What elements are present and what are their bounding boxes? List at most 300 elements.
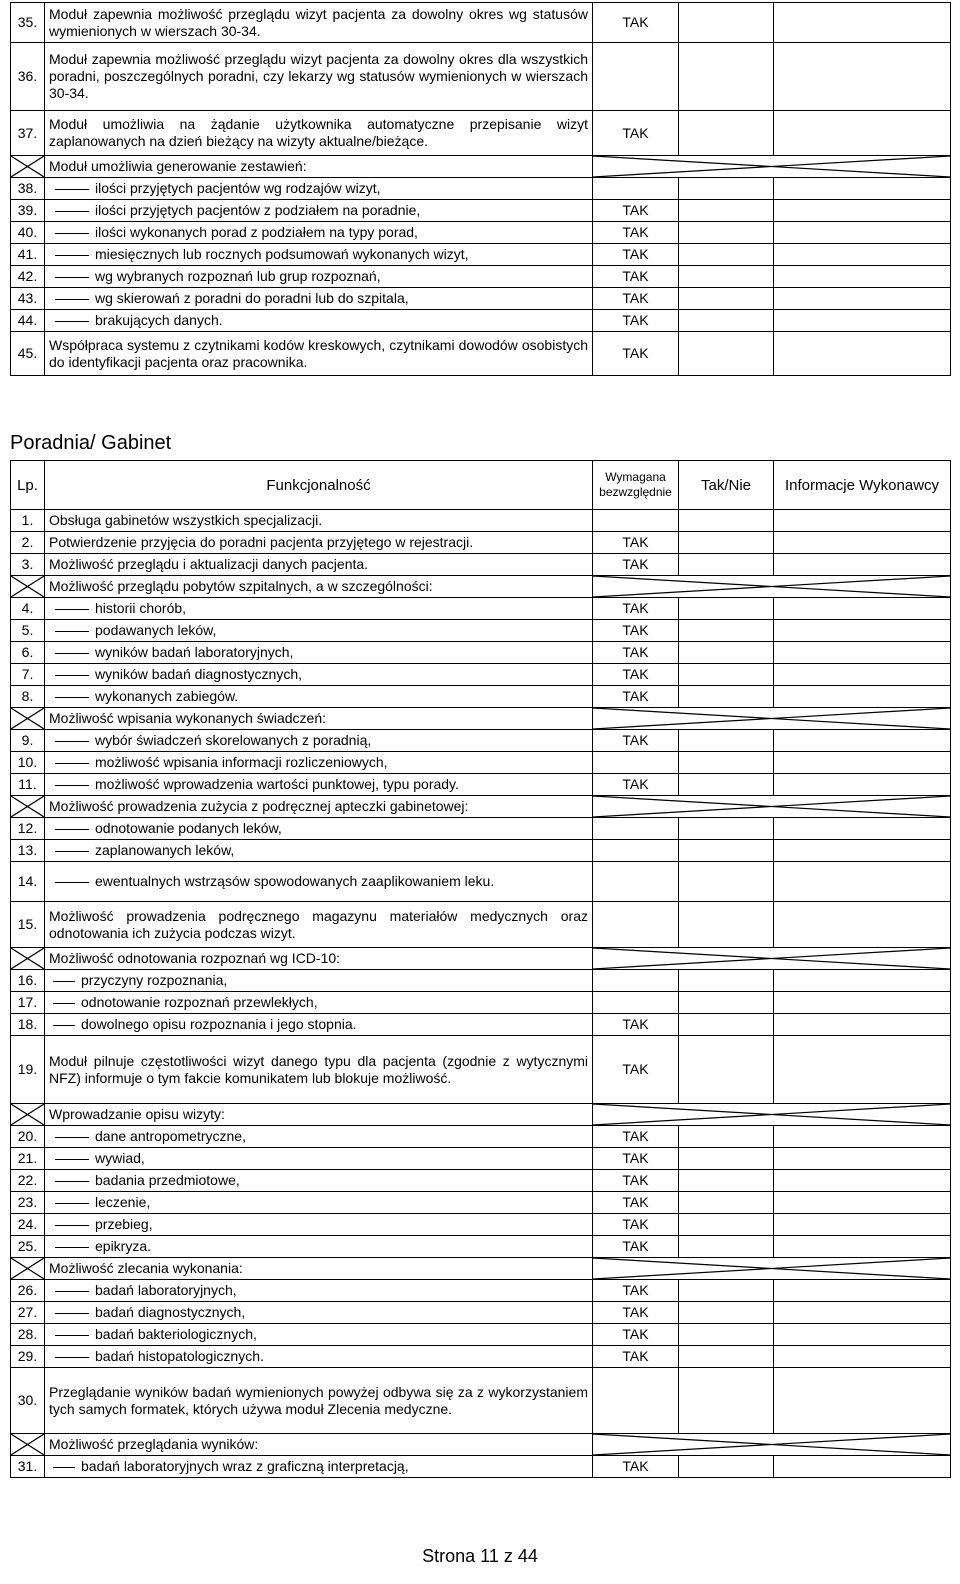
table-row	[11, 796, 951, 818]
yes-no-cell[interactable]	[679, 111, 774, 156]
functionality-text: leczenie,	[95, 1194, 151, 1210]
contractor-info-cell[interactable]	[774, 1036, 951, 1104]
required-cell: TAK	[593, 1148, 679, 1170]
yes-no-cell[interactable]	[679, 1036, 774, 1104]
row-number: 36.	[11, 43, 45, 111]
row-number: 35.	[11, 3, 45, 43]
functionality-text: dane antropometryczne,	[95, 1128, 246, 1144]
required-cell	[593, 818, 679, 840]
required-cell: TAK	[593, 1126, 679, 1148]
functionality-cell	[45, 1236, 593, 1258]
functionality-cell	[45, 1036, 593, 1104]
table-row	[11, 1434, 951, 1456]
functionality-text: zaplanowanych leków,	[95, 842, 235, 858]
required-cell: TAK	[593, 244, 679, 266]
functionality-cell	[45, 642, 593, 664]
contractor-info-cell[interactable]	[774, 862, 951, 902]
yes-no-cell[interactable]	[679, 818, 774, 840]
required-cell: TAK	[593, 1302, 679, 1324]
functionality-cell	[45, 818, 593, 840]
functionality-text: Moduł umożliwia generowanie zestawień:	[49, 158, 307, 174]
required-cell	[593, 840, 679, 862]
cross-mark-icon	[11, 1258, 44, 1279]
contractor-info-cell[interactable]	[774, 1346, 951, 1368]
dash-bullet	[55, 653, 89, 654]
required-cell: TAK	[593, 774, 679, 796]
functionality-text: Możliwość przeglądania wyników:	[49, 1436, 259, 1452]
crossed-cell	[593, 1434, 951, 1456]
contractor-info-cell[interactable]	[774, 752, 951, 774]
cross-mark-icon	[11, 1434, 44, 1455]
dash-bullet	[55, 882, 89, 883]
crossed-cell	[593, 796, 951, 818]
functionality-text: wyników badań diagnostycznych,	[95, 666, 303, 682]
functionality-cell	[45, 992, 593, 1014]
contractor-info-cell[interactable]	[774, 686, 951, 708]
functionality-text: podawanych leków,	[95, 622, 217, 638]
yes-no-cell[interactable]	[679, 774, 774, 796]
functionality-cell	[45, 1456, 593, 1478]
page-footer: Strona 11 z 44	[422, 1546, 538, 1566]
functionality-cell	[45, 3, 593, 43]
functionality-cell	[45, 1126, 593, 1148]
functionality-cell	[45, 902, 593, 948]
yes-no-cell[interactable]	[679, 730, 774, 752]
required-cell: TAK	[593, 1280, 679, 1302]
cross-mark-icon	[593, 948, 950, 969]
cross-mark-icon	[11, 576, 44, 597]
yes-no-cell[interactable]	[679, 598, 774, 620]
contractor-info-cell[interactable]	[774, 310, 951, 332]
contractor-info-cell[interactable]	[774, 200, 951, 222]
contractor-info-cell[interactable]	[774, 730, 951, 752]
yes-no-cell[interactable]	[679, 1236, 774, 1258]
contractor-info-cell[interactable]	[774, 1368, 951, 1434]
dash-bullet	[55, 1335, 89, 1336]
yes-no-cell[interactable]	[679, 1192, 774, 1214]
yes-no-cell[interactable]	[679, 1302, 774, 1324]
contractor-info-cell[interactable]	[774, 1126, 951, 1148]
required-cell: TAK	[593, 730, 679, 752]
required-cell: TAK	[593, 310, 679, 332]
contractor-info-cell[interactable]	[774, 1302, 951, 1324]
table-row	[11, 1104, 951, 1126]
functionality-text: Możliwość przeglądu i aktualizacji danych pacjenta.	[49, 556, 369, 572]
table-row	[11, 332, 951, 376]
dash-bullet	[55, 1203, 89, 1204]
contractor-info-cell[interactable]	[774, 1280, 951, 1302]
contractor-info-cell[interactable]	[774, 664, 951, 686]
section-title: Poradnia/ Gabinet	[10, 432, 172, 454]
yes-no-cell[interactable]	[679, 43, 774, 111]
row-number: 31.	[11, 1456, 45, 1478]
table-row	[11, 818, 951, 840]
table-row	[11, 1302, 951, 1324]
contractor-info-cell[interactable]	[774, 554, 951, 576]
contractor-info-cell[interactable]	[774, 332, 951, 376]
header-contractor-info: Informacje Wykonawcy	[774, 461, 951, 510]
functionality-cell	[45, 1192, 593, 1214]
contractor-info-cell[interactable]	[774, 266, 951, 288]
functionality-text: Potwierdzenie przyjęcia do poradni pacjenta przyjętego w rejestracji.	[49, 534, 474, 550]
functionality-cell	[45, 1324, 593, 1346]
functionality-cell	[45, 1170, 593, 1192]
required-cell	[593, 902, 679, 948]
dash-bullet	[55, 741, 89, 742]
functionality-cell	[45, 970, 593, 992]
row-number: 10.	[11, 752, 45, 774]
yes-no-cell[interactable]	[679, 222, 774, 244]
dash-bullet	[55, 829, 89, 830]
dash-bullet	[55, 321, 89, 322]
table-row	[11, 774, 951, 796]
dash-bullet	[53, 1025, 75, 1026]
functionality-text: Moduł zapewnia możliwość przeglądu wizyt pacjenta za dowolny okres wg statusów wymienionych w wierszach 30-34.	[49, 5, 588, 39]
functionality-text: wg wybranych rozpoznań lub grup rozpoznań,	[95, 268, 381, 284]
yes-no-cell[interactable]	[679, 840, 774, 862]
contractor-info-cell[interactable]	[774, 1456, 951, 1478]
contractor-info-cell[interactable]	[774, 510, 951, 532]
yes-no-cell[interactable]	[679, 266, 774, 288]
table-row	[11, 970, 951, 992]
yes-no-cell[interactable]	[679, 1126, 774, 1148]
functionality-text: ilości wykonanych porad z podziałem na typy porad,	[95, 224, 418, 240]
contractor-info-cell[interactable]	[774, 642, 951, 664]
required-cell	[593, 970, 679, 992]
contractor-info-cell[interactable]	[774, 1192, 951, 1214]
row-number: 28.	[11, 1324, 45, 1346]
crossed-cell	[11, 156, 45, 178]
dash-bullet	[55, 1159, 89, 1160]
crossed-cell	[593, 708, 951, 730]
table-row	[11, 664, 951, 686]
required-cell: TAK	[593, 1214, 679, 1236]
crossed-cell	[11, 1104, 45, 1126]
cross-mark-icon	[593, 1104, 950, 1125]
functionality-cell	[45, 708, 593, 730]
row-number: 27.	[11, 1302, 45, 1324]
table-row	[11, 752, 951, 774]
contractor-info-cell[interactable]	[774, 222, 951, 244]
dash-bullet	[53, 1467, 75, 1468]
table-row	[11, 510, 951, 532]
functionality-text: miesięcznych lub rocznych podsumowań wykonanych wizyt,	[95, 246, 469, 262]
functionality-text: odnotowanie podanych leków,	[95, 820, 282, 836]
required-cell: TAK	[593, 1170, 679, 1192]
row-number: 40.	[11, 222, 45, 244]
contractor-info-cell[interactable]	[774, 532, 951, 554]
functionality-cell	[45, 156, 593, 178]
row-number: 44.	[11, 310, 45, 332]
header-functionality: Funkcjonalność	[45, 461, 593, 510]
functionality-text: wywiad,	[95, 1150, 145, 1166]
functionality-cell	[45, 752, 593, 774]
yes-no-cell[interactable]	[679, 3, 774, 43]
functionality-cell	[45, 774, 593, 796]
functionality-text: dowolnego opisu rozpoznania i jego stopnia.	[81, 1016, 357, 1032]
yes-no-cell[interactable]	[679, 1346, 774, 1368]
functionality-cell	[45, 510, 593, 532]
crossed-cell	[593, 576, 951, 598]
functionality-text: wykonanych zabiegów.	[95, 688, 239, 704]
yes-no-cell[interactable]	[679, 532, 774, 554]
contractor-info-cell[interactable]	[774, 598, 951, 620]
row-number: 43.	[11, 288, 45, 310]
yes-no-cell[interactable]	[679, 992, 774, 1014]
dash-bullet	[55, 1247, 89, 1248]
contractor-info-cell[interactable]	[774, 244, 951, 266]
yes-no-cell[interactable]	[679, 862, 774, 902]
yes-no-cell[interactable]	[679, 310, 774, 332]
row-number: 8.	[11, 686, 45, 708]
functionality-cell	[45, 1434, 593, 1456]
required-cell: TAK	[593, 1456, 679, 1478]
yes-no-cell[interactable]	[679, 1170, 774, 1192]
contractor-info-cell[interactable]	[774, 774, 951, 796]
table-row	[11, 1280, 951, 1302]
crossed-cell	[11, 948, 45, 970]
cross-mark-icon	[11, 948, 44, 969]
contractor-info-cell[interactable]	[774, 178, 951, 200]
row-number: 13.	[11, 840, 45, 862]
row-number: 17.	[11, 992, 45, 1014]
functionality-cell	[45, 554, 593, 576]
functionality-text: Możliwość przeglądu pobytów szpitalnych, a w szczególności:	[49, 578, 433, 594]
table-row	[11, 1456, 951, 1478]
required-cell: TAK	[593, 686, 679, 708]
row-number: 45.	[11, 332, 45, 376]
row-number: 12.	[11, 818, 45, 840]
table-row	[11, 266, 951, 288]
table-row	[11, 840, 951, 862]
required-cell	[593, 510, 679, 532]
contractor-info-cell[interactable]	[774, 840, 951, 862]
functionality-text: badań diagnostycznych,	[95, 1304, 246, 1320]
yes-no-cell[interactable]	[679, 510, 774, 532]
yes-no-cell[interactable]	[679, 1456, 774, 1478]
required-cell: TAK	[593, 200, 679, 222]
yes-no-cell[interactable]	[679, 620, 774, 642]
table-row	[11, 862, 951, 902]
table-row	[11, 554, 951, 576]
yes-no-cell[interactable]	[679, 1214, 774, 1236]
crossed-cell	[11, 796, 45, 818]
required-cell	[593, 1368, 679, 1434]
functionality-cell	[45, 948, 593, 970]
crossed-cell	[11, 1434, 45, 1456]
row-number: 22.	[11, 1170, 45, 1192]
cross-mark-icon	[593, 156, 950, 177]
functionality-cell	[45, 862, 593, 902]
table-row	[11, 1036, 951, 1104]
crossed-cell	[11, 708, 45, 730]
contractor-info-cell[interactable]	[774, 1324, 951, 1346]
functionality-text: możliwość wprowadzenia wartości punktowej, typu porady.	[95, 776, 459, 792]
table-row	[11, 1214, 951, 1236]
row-number: 15.	[11, 902, 45, 948]
contractor-info-cell[interactable]	[774, 3, 951, 43]
table-row	[11, 532, 951, 554]
cross-mark-icon	[11, 796, 44, 817]
required-cell: TAK	[593, 3, 679, 43]
table-row	[11, 1126, 951, 1148]
functionality-cell	[45, 1104, 593, 1126]
functionality-cell	[45, 1368, 593, 1434]
cross-mark-icon	[593, 796, 950, 817]
row-number: 26.	[11, 1280, 45, 1302]
contractor-info-cell[interactable]	[774, 1214, 951, 1236]
dash-bullet	[55, 1137, 89, 1138]
contractor-info-cell[interactable]	[774, 620, 951, 642]
contractor-info-cell[interactable]	[774, 288, 951, 310]
table-row	[11, 3, 951, 43]
yes-no-cell[interactable]	[679, 664, 774, 686]
row-number: 20.	[11, 1126, 45, 1148]
table-row	[11, 1148, 951, 1170]
functionality-text: Możliwość prowadzenia zużycia z podręcznej apteczki gabinetowej:	[49, 798, 469, 814]
required-cell: TAK	[593, 1346, 679, 1368]
contractor-info-cell[interactable]	[774, 43, 951, 111]
required-cell	[593, 992, 679, 1014]
contractor-info-cell[interactable]	[774, 992, 951, 1014]
row-number: 25.	[11, 1236, 45, 1258]
required-cell	[593, 752, 679, 774]
row-number: 38.	[11, 178, 45, 200]
yes-no-cell[interactable]	[679, 288, 774, 310]
table-row	[11, 1236, 951, 1258]
yes-no-cell[interactable]	[679, 1324, 774, 1346]
contractor-info-cell[interactable]	[774, 818, 951, 840]
table-row	[11, 708, 951, 730]
contractor-info-cell[interactable]	[774, 111, 951, 156]
functionality-text: badań laboratoryjnych wraz z graficzną interpretacją,	[81, 1458, 409, 1474]
table-row	[11, 686, 951, 708]
yes-no-cell[interactable]	[679, 554, 774, 576]
table-row	[11, 1324, 951, 1346]
dash-bullet	[55, 609, 89, 610]
crossed-cell	[593, 1258, 951, 1280]
functionality-text: Wprowadzanie opisu wizyty:	[49, 1106, 225, 1122]
yes-no-cell[interactable]	[679, 1148, 774, 1170]
row-number: 7.	[11, 664, 45, 686]
dash-bullet	[55, 785, 89, 786]
functionality-text: brakujących danych.	[95, 312, 223, 328]
functionality-text: wybór świadczeń skorelowanych z poradnią,	[95, 732, 372, 748]
yes-no-cell[interactable]	[679, 178, 774, 200]
functionality-text: możliwość wpisania informacji rozliczeniowych,	[95, 754, 388, 770]
functionality-text: Możliwość zlecania wykonania:	[49, 1260, 243, 1276]
dash-bullet	[55, 631, 89, 632]
functionality-text: wyników badań laboratoryjnych,	[95, 644, 294, 660]
header-required: Wymagana bezwzględnie	[593, 461, 679, 510]
functionality-cell	[45, 178, 593, 200]
dash-bullet	[53, 1003, 75, 1004]
dash-bullet	[55, 255, 89, 256]
functionality-text: epikryza.	[95, 1238, 152, 1254]
required-cell: TAK	[593, 288, 679, 310]
functionality-text: odnotowanie rozpoznań przewlekłych,	[81, 994, 318, 1010]
table-row	[11, 288, 951, 310]
contractor-info-cell[interactable]	[774, 1170, 951, 1192]
required-cell	[593, 43, 679, 111]
functionality-text: Możliwość wpisania wykonanych świadczeń:	[49, 710, 327, 726]
table-row	[11, 642, 951, 664]
dash-bullet	[55, 675, 89, 676]
yes-no-cell[interactable]	[679, 970, 774, 992]
table-row	[11, 1368, 951, 1434]
functionality-text: Moduł zapewnia możliwość przeglądu wizyt pacjenta za dowolny okres dla wszystkich poradni, poszczególnych poradni, czy lekarzy wg statusów wymienionych w wierszach 30-34.	[49, 51, 588, 101]
yes-no-cell[interactable]	[679, 902, 774, 948]
yes-no-cell[interactable]	[679, 244, 774, 266]
row-number: 23.	[11, 1192, 45, 1214]
functionality-cell	[45, 332, 593, 376]
required-cell: TAK	[593, 111, 679, 156]
row-number: 30.	[11, 1368, 45, 1434]
contractor-info-cell[interactable]	[774, 1236, 951, 1258]
functionality-text: historii chorób,	[95, 600, 187, 616]
row-number: 14.	[11, 862, 45, 902]
functionality-cell	[45, 1258, 593, 1280]
required-cell: TAK	[593, 664, 679, 686]
cross-mark-icon	[11, 156, 44, 177]
contractor-info-cell[interactable]	[774, 1148, 951, 1170]
dash-bullet	[55, 211, 89, 212]
yes-no-cell[interactable]	[679, 332, 774, 376]
table-row	[11, 730, 951, 752]
required-cell: TAK	[593, 1236, 679, 1258]
row-number: 29.	[11, 1346, 45, 1368]
functionality-cell	[45, 1214, 593, 1236]
functionality-text: ewentualnych wstrząsów spowodowanych zaaplikowaniem leku.	[95, 873, 495, 889]
dash-bullet	[55, 277, 89, 278]
table-row	[11, 992, 951, 1014]
functionality-text: Przeglądanie wyników badań wymienionych powyżej odbywa się za z wykorzystaniem tych samych formatek, których używa moduł Zlecenia medyczne.	[49, 1383, 588, 1417]
functionality-cell	[45, 1148, 593, 1170]
yes-no-cell[interactable]	[679, 686, 774, 708]
functionality-text: Moduł pilnuje częstotliwości wizyt danego typu dla pacjenta (zgodnie z wytycznymi NFZ) informuje o tym fakcie komunikatem lub blokuje możliwość.	[49, 1052, 588, 1086]
dash-bullet	[55, 1225, 89, 1226]
yes-no-cell[interactable]	[679, 1014, 774, 1036]
yes-no-cell[interactable]	[679, 1368, 774, 1434]
dash-bullet	[55, 233, 89, 234]
dash-bullet	[55, 1313, 89, 1314]
functionality-cell	[45, 686, 593, 708]
table-row	[11, 598, 951, 620]
functionality-text: badań laboratoryjnych,	[95, 1282, 237, 1298]
yes-no-cell[interactable]	[679, 1280, 774, 1302]
crossed-cell	[593, 156, 951, 178]
contractor-info-cell[interactable]	[774, 970, 951, 992]
required-cell	[593, 862, 679, 902]
yes-no-cell[interactable]	[679, 200, 774, 222]
contractor-info-cell[interactable]	[774, 1014, 951, 1036]
yes-no-cell[interactable]	[679, 642, 774, 664]
row-number: 42.	[11, 266, 45, 288]
header-row	[11, 461, 951, 510]
functionality-cell	[45, 244, 593, 266]
yes-no-cell[interactable]	[679, 752, 774, 774]
row-number: 4.	[11, 598, 45, 620]
required-cell: TAK	[593, 532, 679, 554]
functionality-text: przebieg,	[95, 1216, 153, 1232]
dash-bullet	[55, 1357, 89, 1358]
table-row	[11, 1014, 951, 1036]
required-cell	[593, 178, 679, 200]
required-cell: TAK	[593, 332, 679, 376]
contractor-info-cell[interactable]	[774, 902, 951, 948]
dash-bullet	[55, 851, 89, 852]
functionality-cell	[45, 1346, 593, 1368]
